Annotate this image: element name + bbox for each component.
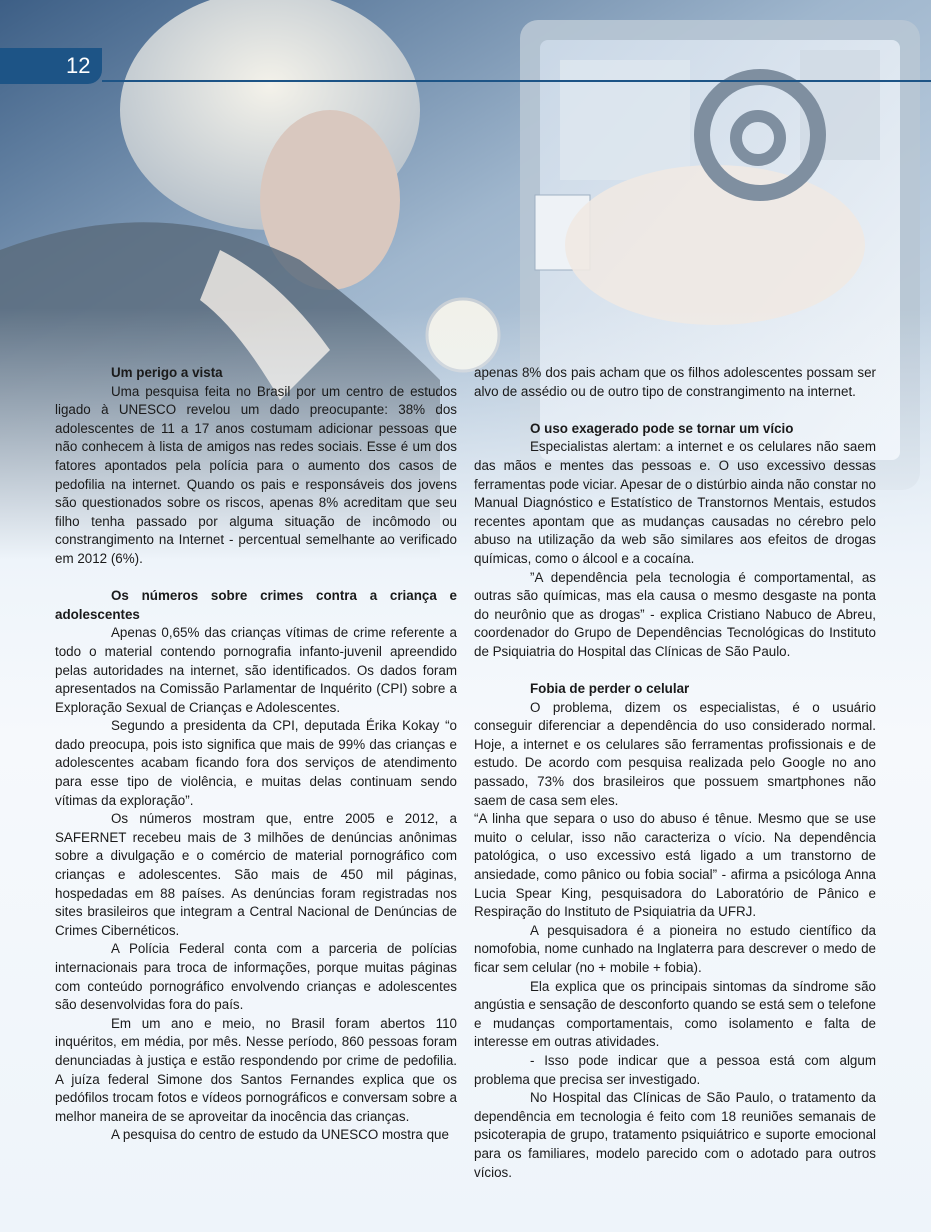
body-paragraph: Uma pesquisa feita no Brasil por um centro de estudos ligado à UNESCO revelou um dado preocupante: 38% dos adolescentes de 11 a 17 anos costumam adicionar pessoas que não conhecem à lista de amigos nas redes sociais. Esse é um dos fatores apontados pela polícia para o aumento dos casos de pedofilia na internet. Quando os pais e responsáveis dos jovens são questionados sobre os riscos, apenas 8% acreditam que seu filho tenha passado por alguma situação de incômodo ou constrangimento na Internet - percentual semelhante ao verificado em 2012 (6%). (55, 383, 457, 566)
header-rule (102, 80, 931, 82)
body-paragraph: A Polícia Federal conta com a parceria de polícias internacionais para troca de informações, porque muitas páginas com conteúdo pornográfico envolvendo crianças e adolescentes são desenvolvidas fora do país. (55, 941, 457, 1013)
body-paragraph: Os números mostram que, entre 2005 e 2012, a SAFERNET recebeu mais de 3 milhões de denúncias anônimas sobre a divulgação e o comércio de material pornográfico com crianças e adolescentes. São mais de 450 mil páginas, hospedadas em 88 países. As denúncias foram registradas nos sites brasileiros que integram a Central Nacional de Denúncias de Crimes Cibernéticos. (55, 811, 457, 938)
section-heading: Os números sobre crimes contra a criança e adolescentes (55, 588, 457, 622)
body-paragraph: O problema, dizem os especialistas, é o usuário conseguir diferenciar a dependência do uso considerado normal. Hoje, a internet e os celulares são ferramentas profissionais e de estudo. De acordo com pesquisa realizada pelo Google no ano passado, 73% dos brasileiros que possuem smartphones não saem de casa sem eles. (474, 699, 876, 808)
section-heading: O uso exagerado pode se tornar um vício (530, 420, 794, 436)
body-paragraph: Em um ano e meio, no Brasil foram abertos 110 inquéritos, em média, por mês. Nesse período, 860 pessoas foram denunciadas à justiça e estão respondendo por crime de pedofilia. A juíza federal Simone dos Santos Fernandes explica que os pedófilos trocam fotos e vídeos pornográficos e conversam sobre a melhor maneira de se aproveitar da inocência das crianças. (55, 1015, 457, 1124)
body-paragraph: Apenas 0,65% das crianças vítimas de crime referente a todo o material contendo pornografia infanto-juvenil apreendido pelas autoridades na internet, são identificados. Os dados foram apresentados na Comissão Parlamentar de Inquérito (CPI) sobre a Exploração Sexual de Crianças e Adolescentes. (55, 625, 457, 715)
body-paragraph: - Isso pode indicar que a pessoa está com algum problema que precisa ser investigado. (474, 1052, 876, 1087)
paragraph-gap (474, 662, 876, 681)
left-column (55, 364, 457, 1145)
body-paragraph: “A linha que separa o uso do abuso é tênue. Mesmo que se use muito o celular, isso não caracteriza o vício. Na dependência patológica, o uso excessivo está ligado a um transtorno de ansiedade, como pânico ou fobia social” - afirma a psicóloga Anna Lucia Spear King, pesquisadora do Laboratório de Pânico e Respiração do Instituto de Psiquiatria da UFRJ. (474, 811, 876, 920)
body-paragraph: Especialistas alertam: a internet e os celulares não saem das mãos e mentes das pessoas e. O uso excessivo dessas ferramentas pode viciar. Apesar de o distúrbio ainda não constar no Manual Diagnóstico e Estatístico de Transtornos Mentais, estudos recentes apontam que as mudanças causadas no cérebro pelo abuso na utilização da web são similares aos efeitos de drogas químicas, como o álcool e a cocaína. (474, 439, 876, 566)
right-column (474, 364, 876, 1182)
body-paragraph: apenas 8% dos pais acham que os filhos adolescentes possam ser alvo de assédio ou de outro tipo de constrangimento na internet. (474, 365, 876, 399)
section-heading: Fobia de perder o celular (530, 681, 690, 697)
paragraph-gap (55, 569, 457, 588)
body-paragraph: ”A dependência pela tecnologia é comportamental, as outras são químicas, mas ela causa o mesmo desgaste na ponta do neurônio que as drogas” - explica Cristiano Nabuco de Abreu, coordenador do Grupo de Dependências Tecnológicas do Instituto de Psiquiatria do Hospital das Clínicas de São Paulo. (474, 569, 876, 659)
page-number: 12 (0, 48, 102, 84)
paragraph-gap (474, 401, 876, 420)
section-heading: Um perigo a vista (111, 365, 223, 380)
body-paragraph: No Hospital das Clínicas de São Paulo, o tratamento da dependência em tecnologia é feito com 18 reuniões semanais de psicoterapia de grupo, tratamento psiquiátrico e suporte emocional para os familiares, modelo parecido com o adotado para outros vícios. (474, 1090, 876, 1180)
body-paragraph: A pesquisa do centro de estudo da UNESCO mostra que (111, 1127, 449, 1143)
body-paragraph: Segundo a presidenta da CPI, deputada Érika Kokay “o dado preocupa, pois isto significa que mais de 99% das crianças e adolescentes acabam ficando fora dos serviços de atendimento para esse tipo de violência, e muitas delas continuam sendo vítimas da exploração”. (55, 718, 457, 808)
body-paragraph: A pesquisadora é a pioneira no estudo científico da nomofobia, nome cunhado na Inglaterra para descrever o medo de ficar sem celular (no + mobile + fobia). (474, 922, 876, 975)
body-paragraph: Ela explica que os principais sintomas da síndrome são angústia e sensação de desconforto quando se está sem o telefone e mudanças comportamentais, como isolamento e falta de interesse em outras atividades. (474, 978, 877, 1050)
